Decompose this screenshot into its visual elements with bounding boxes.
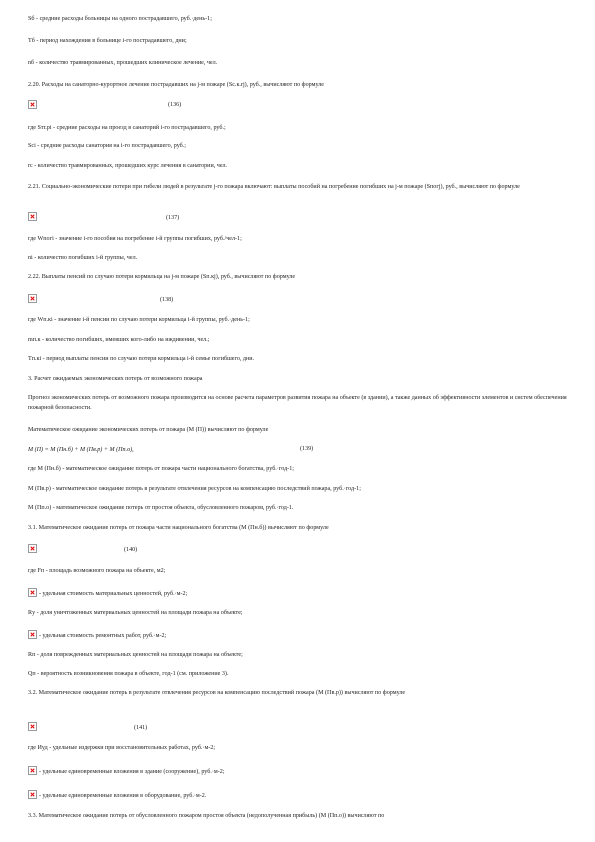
- text-line: 3.2. Математическое ожидание потерь в результате отвлечения ресурсов на компенсацию последствий пожара (М (Пв.р)) вычисляют по формуле: [28, 690, 406, 696]
- formula-number: (141): [134, 725, 148, 731]
- text-line: rс - количество травмированных, прошедших курс лечения в санатории, чел.: [28, 163, 228, 169]
- text-line: - удельная стоимость материальных ценностей, руб.·м-2;: [28, 588, 571, 600]
- text-line: Qп - вероятность возникновения пожара в объекте, год-1 (см. приложение 3).: [28, 671, 229, 677]
- text-line: - удельные единовременные вложения в здание (сооружение), руб.·м-2;: [28, 766, 571, 778]
- text-line: Математическое ожидание экономических потерь от пожара (М (П)) вычисляют по формуле: [28, 427, 269, 433]
- text-line: где Иуд - удельные издержки при восстановительных работах, руб.·м-2;: [28, 745, 216, 751]
- broken-image-icon: [28, 212, 37, 221]
- broken-image-icon: [28, 722, 37, 731]
- text-line: Tп.кi - период выплаты пенсии по случаю потери кормильца i-й семье погибшего, дни.: [28, 356, 255, 362]
- formula-number: (138): [160, 297, 174, 303]
- text-line: nб - количество травмированных, прошедших клиническое лечение, чел.: [28, 60, 218, 66]
- text-line: М (Пп.о) - математическое ожидание потерь от простоя объекта, обусловленного пожаром, руб.·год-1.: [28, 505, 294, 511]
- equation-139: М (П) = М (Пн.б) + М (Пв.р) + М (Пп.о),: [28, 447, 134, 453]
- text-line: - удельные единовременные вложения в оборудование, руб.·м-2.: [28, 790, 571, 802]
- text-line: Sсi - средние расходы санатория на i-го пострадавшего, руб.;: [28, 143, 186, 149]
- text-line: где Sтr.рi - средние расходы на проезд в санаторий i-го пострадавшего, руб.;: [28, 125, 226, 131]
- formula-number: (137): [166, 215, 180, 221]
- text-line: 2.22. Выплаты пенсий по случаю потери кормильца на j-м пожаре (Sп.кj), руб., вычисляют по формуле: [28, 274, 296, 280]
- text-line: Sб - средние расходы больницы на одного пострадавшего, руб.·день-1;: [28, 16, 212, 22]
- text-line: Tб - период нахождения в больнице i-го пострадавшего, дни;: [28, 38, 187, 44]
- text-line: Прогноз экономических потерь от возможного пожара производится на основе расчета параметров развития пожара на объекте (в здании), а также данных об эффективности элементов и систем обеспечения пожарной безопасности.: [28, 395, 567, 411]
- text-line: - удельная стоимость ремонтных работ, руб.·м-2;: [28, 630, 571, 642]
- formula-number: (139): [300, 446, 314, 452]
- broken-image-icon: [28, 630, 37, 639]
- text-line: где М (Пн.б) - математическое ожидание потерь от пожара части национального богатства, руб.·год-1;: [28, 466, 294, 472]
- broken-image-icon: [28, 588, 37, 597]
- text-line: где Wп.кi - значение i-й пенсии по случаю потери кормильца i-й группы, руб.·день-1;: [28, 317, 250, 323]
- formula-number: (136): [168, 102, 182, 108]
- section-heading: 3. Расчет ожидаемых экономических потерь от возможного пожара: [28, 376, 203, 382]
- text-line: 2.20. Расходы на санаторно-курортное лечение пострадавших на j-м пожаре (Sс.к.rj), руб., вычисляют по формуле: [28, 82, 324, 88]
- text-line: 3.3. Математическое ожидание потерь от обусловленного пожаром простоя объекта (недополученная прибыль) (М (Пп.о)) вычисляют по: [28, 813, 385, 819]
- text-line: М (Пв.р) - математическое ожидание потерь в результате отвлечения ресурсов на компенсацию последствий пожара, руб.·год-1;: [28, 486, 361, 492]
- text-line: ni - количество погибших i-й группы, чел.: [28, 255, 138, 261]
- broken-image-icon: [28, 100, 37, 109]
- text-line: mп.к - количество погибших, имевших кого-либо на иждивении, чел.;: [28, 337, 210, 343]
- text-line: где Wпогi - значение i-го пособия на погребение i-й группы погибших, руб./чел-1;: [28, 236, 242, 242]
- text-line: 3.1. Математическое ожидание потерь от пожара части национального богатства (М (Пн.б)) вычисляют по формуле: [28, 525, 329, 531]
- text-line: где Fп - площадь возможного пожара на объекте, м2;: [28, 568, 166, 574]
- text-line: Rу - доля уничтоженных материальных ценностей на площади пожара на объекте;: [28, 610, 243, 616]
- broken-image-icon: [28, 790, 37, 799]
- broken-image-icon: [28, 544, 37, 553]
- broken-image-icon: [28, 294, 37, 303]
- text-line: 2.21. Социально-экономические потери при гибели людей в результате j-го пожара включают: выплаты пособий на погребение погибших на j-м пожаре (Sпогj), руб., вычисляют по формуле: [28, 184, 520, 190]
- formula-number: (140): [124, 547, 138, 553]
- text-line: Rп - доля поврежденных материальных ценностей на площади пожара на объекте;: [28, 652, 243, 658]
- broken-image-icon: [28, 766, 37, 775]
